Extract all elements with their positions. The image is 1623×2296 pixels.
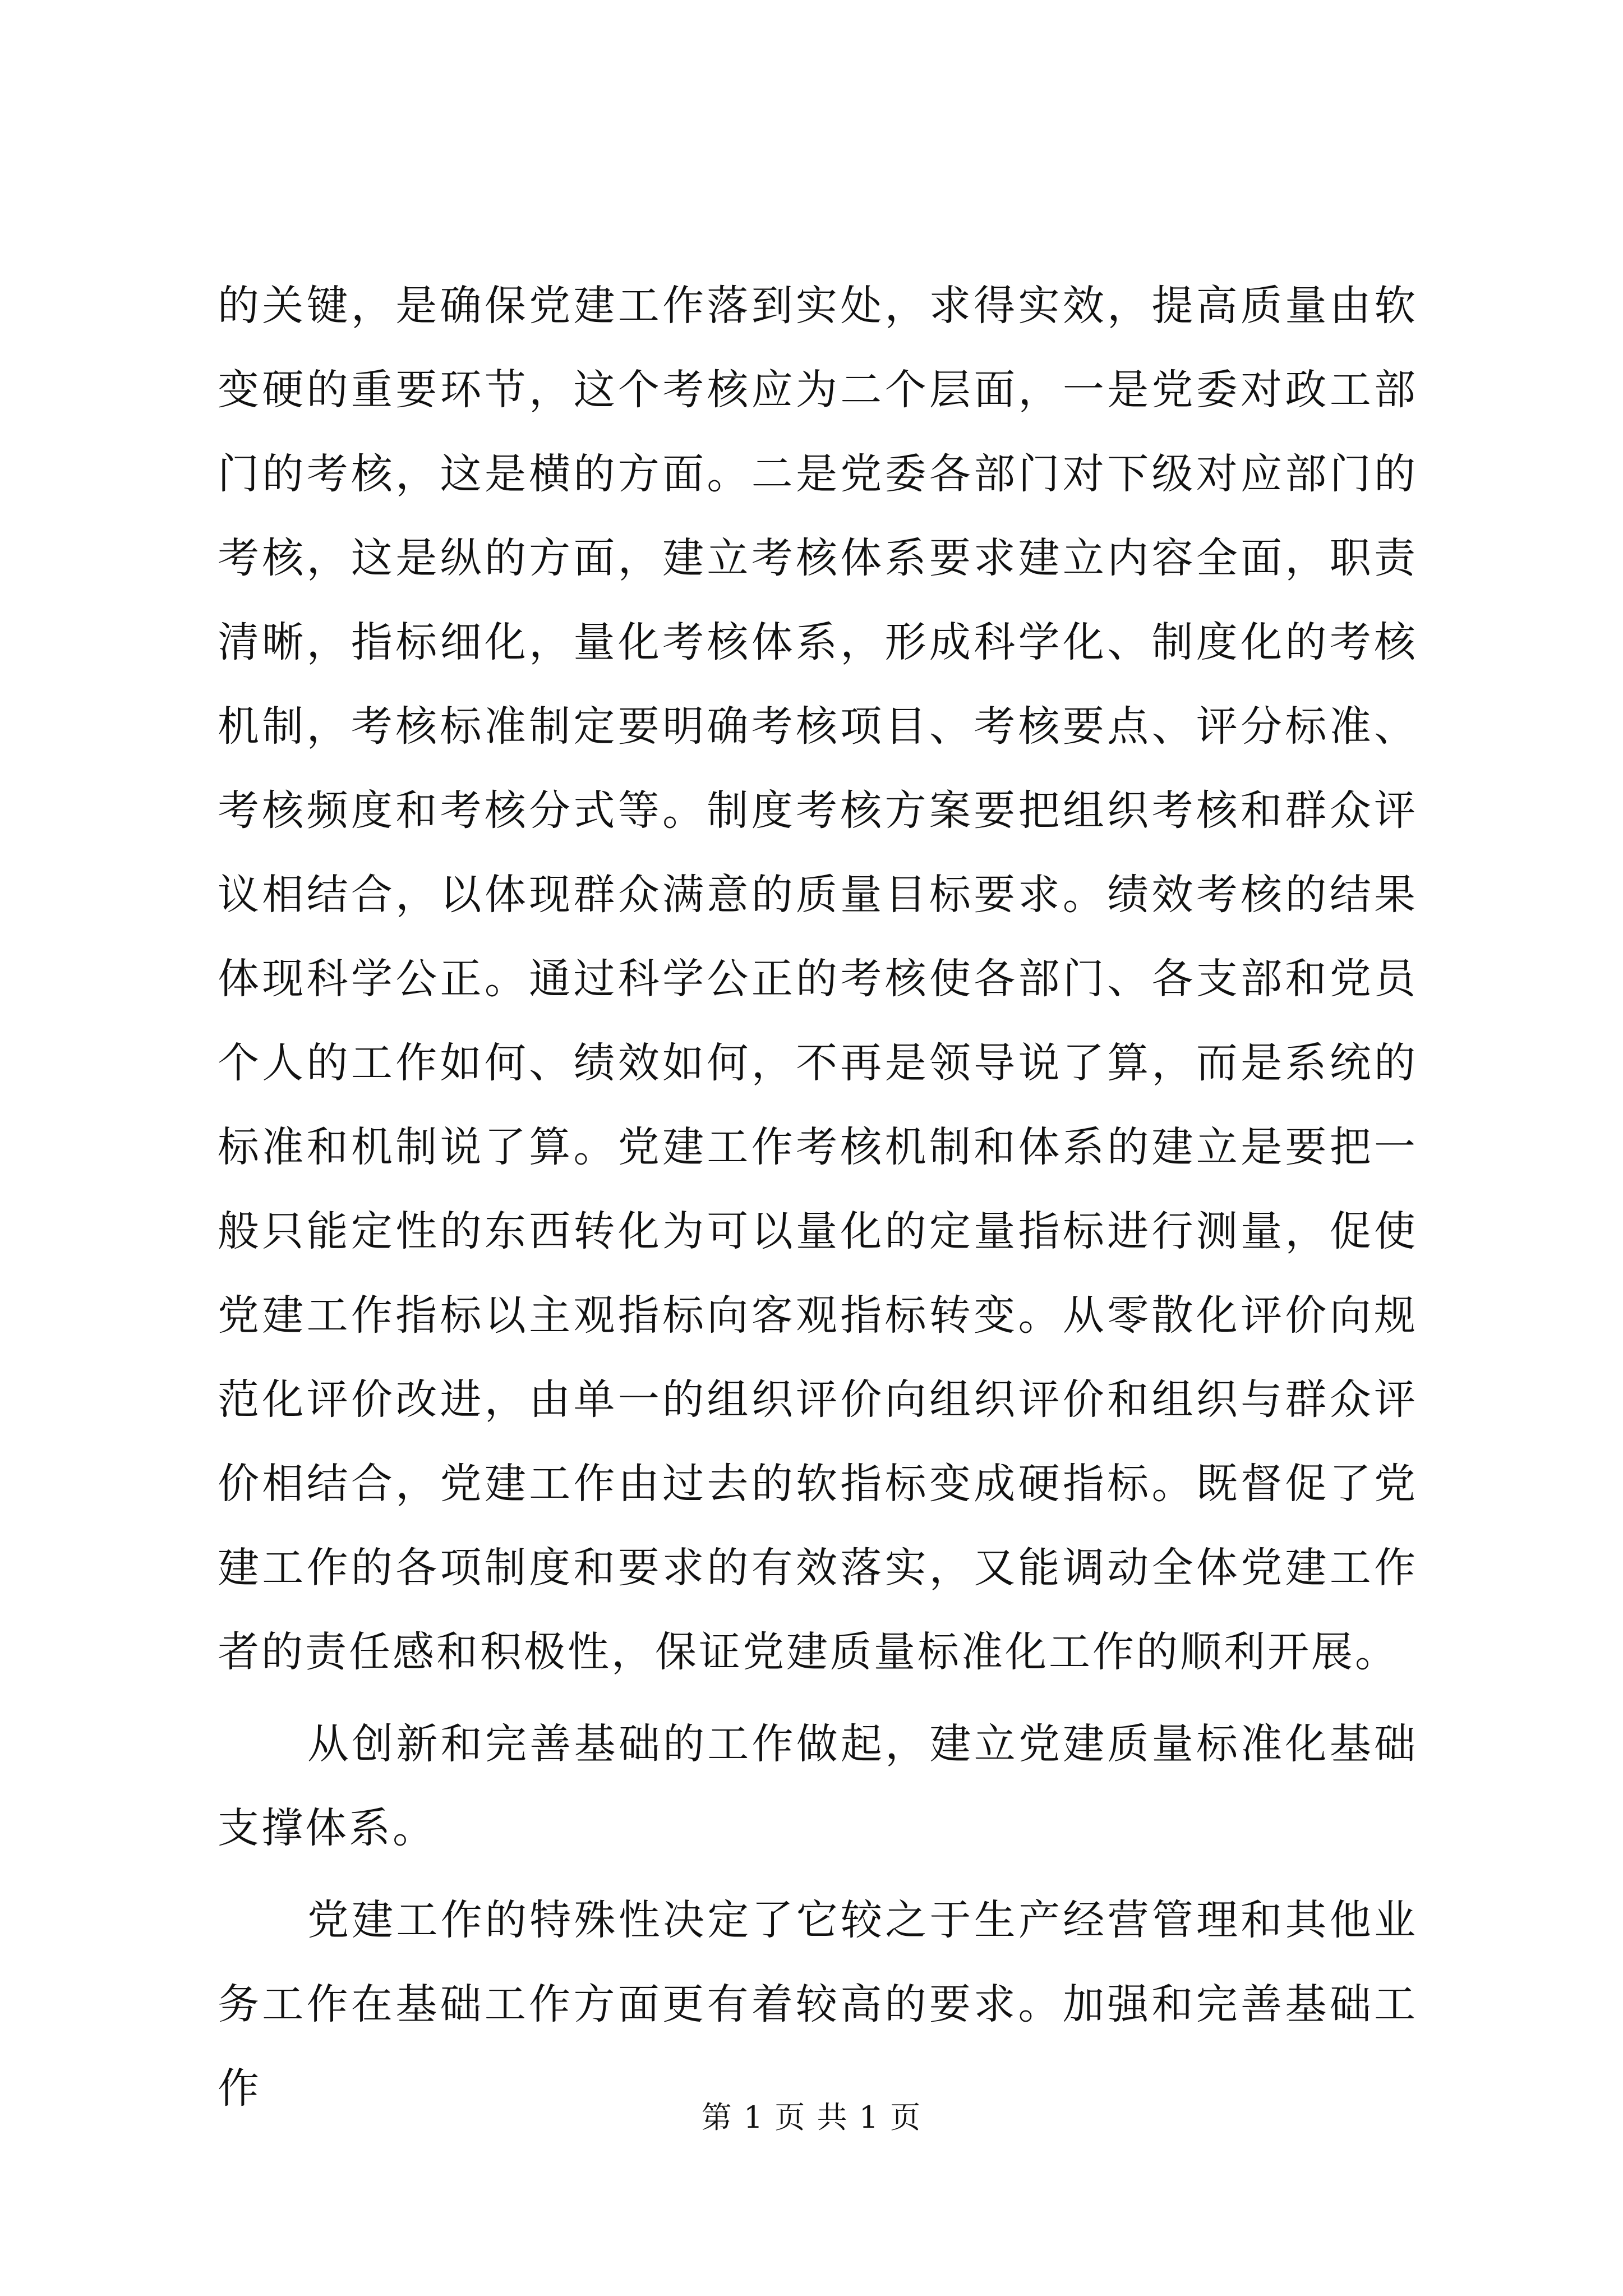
paragraph-1: 的关键，是确保党建工作落到实处，求得实效，提高质量由软变硬的重要环节，这个考核应为二个层面，一是党委对政工部门的考核，这是横的方面。二是党委各部门对下级对应部门的考核，这是纵的方面，建立考核体系要求建立内容全面，职责清晰，指标细化，量化考核体系，形成科学化、制度化的考核机制，考核标准制定要明确考核项目、考核要点、评分标准、考核频度和考核分式等。制度考核方案要把组织考核和群众评议相结合，以体现群众满意的质量目标要求。绩效考核的结果体现科学公正。通过科学公正的考核使各部门、各支部和党员个人的工作如何、绩效如何，不再是领导说了算，而是系统的标准和机制说了算。党建工作考核机制和体系的建立是要把一般只能定性的东西转化为可以量化的定量指标进行测量，促使党建工作指标以主观指标向客观指标转变。从零散化评价向规范化评价改进，由单一的组织评价向组织评价和组织与群众评价相结合，党建工作由过去的软指标变成硬指标。既督促了党建工作的各项制度和要求的有效落实，又能调动全体党建工作者的责任感和积极性，保证党建质量标准化工作的顺利开展。 — [218, 282, 1418, 1676]
paragraph-3: 党建工作的特殊性决定了它较之于生产经营管理和其他业务工作在基础工作方面更有着较高的要求。加强和完善基础工作 — [218, 1896, 1418, 2113]
page-footer: 第 1 页 共 1 页 — [701, 2100, 922, 2135]
document-body — [218, 264, 1418, 2131]
paragraph-2: 从创新和完善基础的工作做起，建立党建质量标准化基础支撑体系。 — [218, 1720, 1418, 1852]
